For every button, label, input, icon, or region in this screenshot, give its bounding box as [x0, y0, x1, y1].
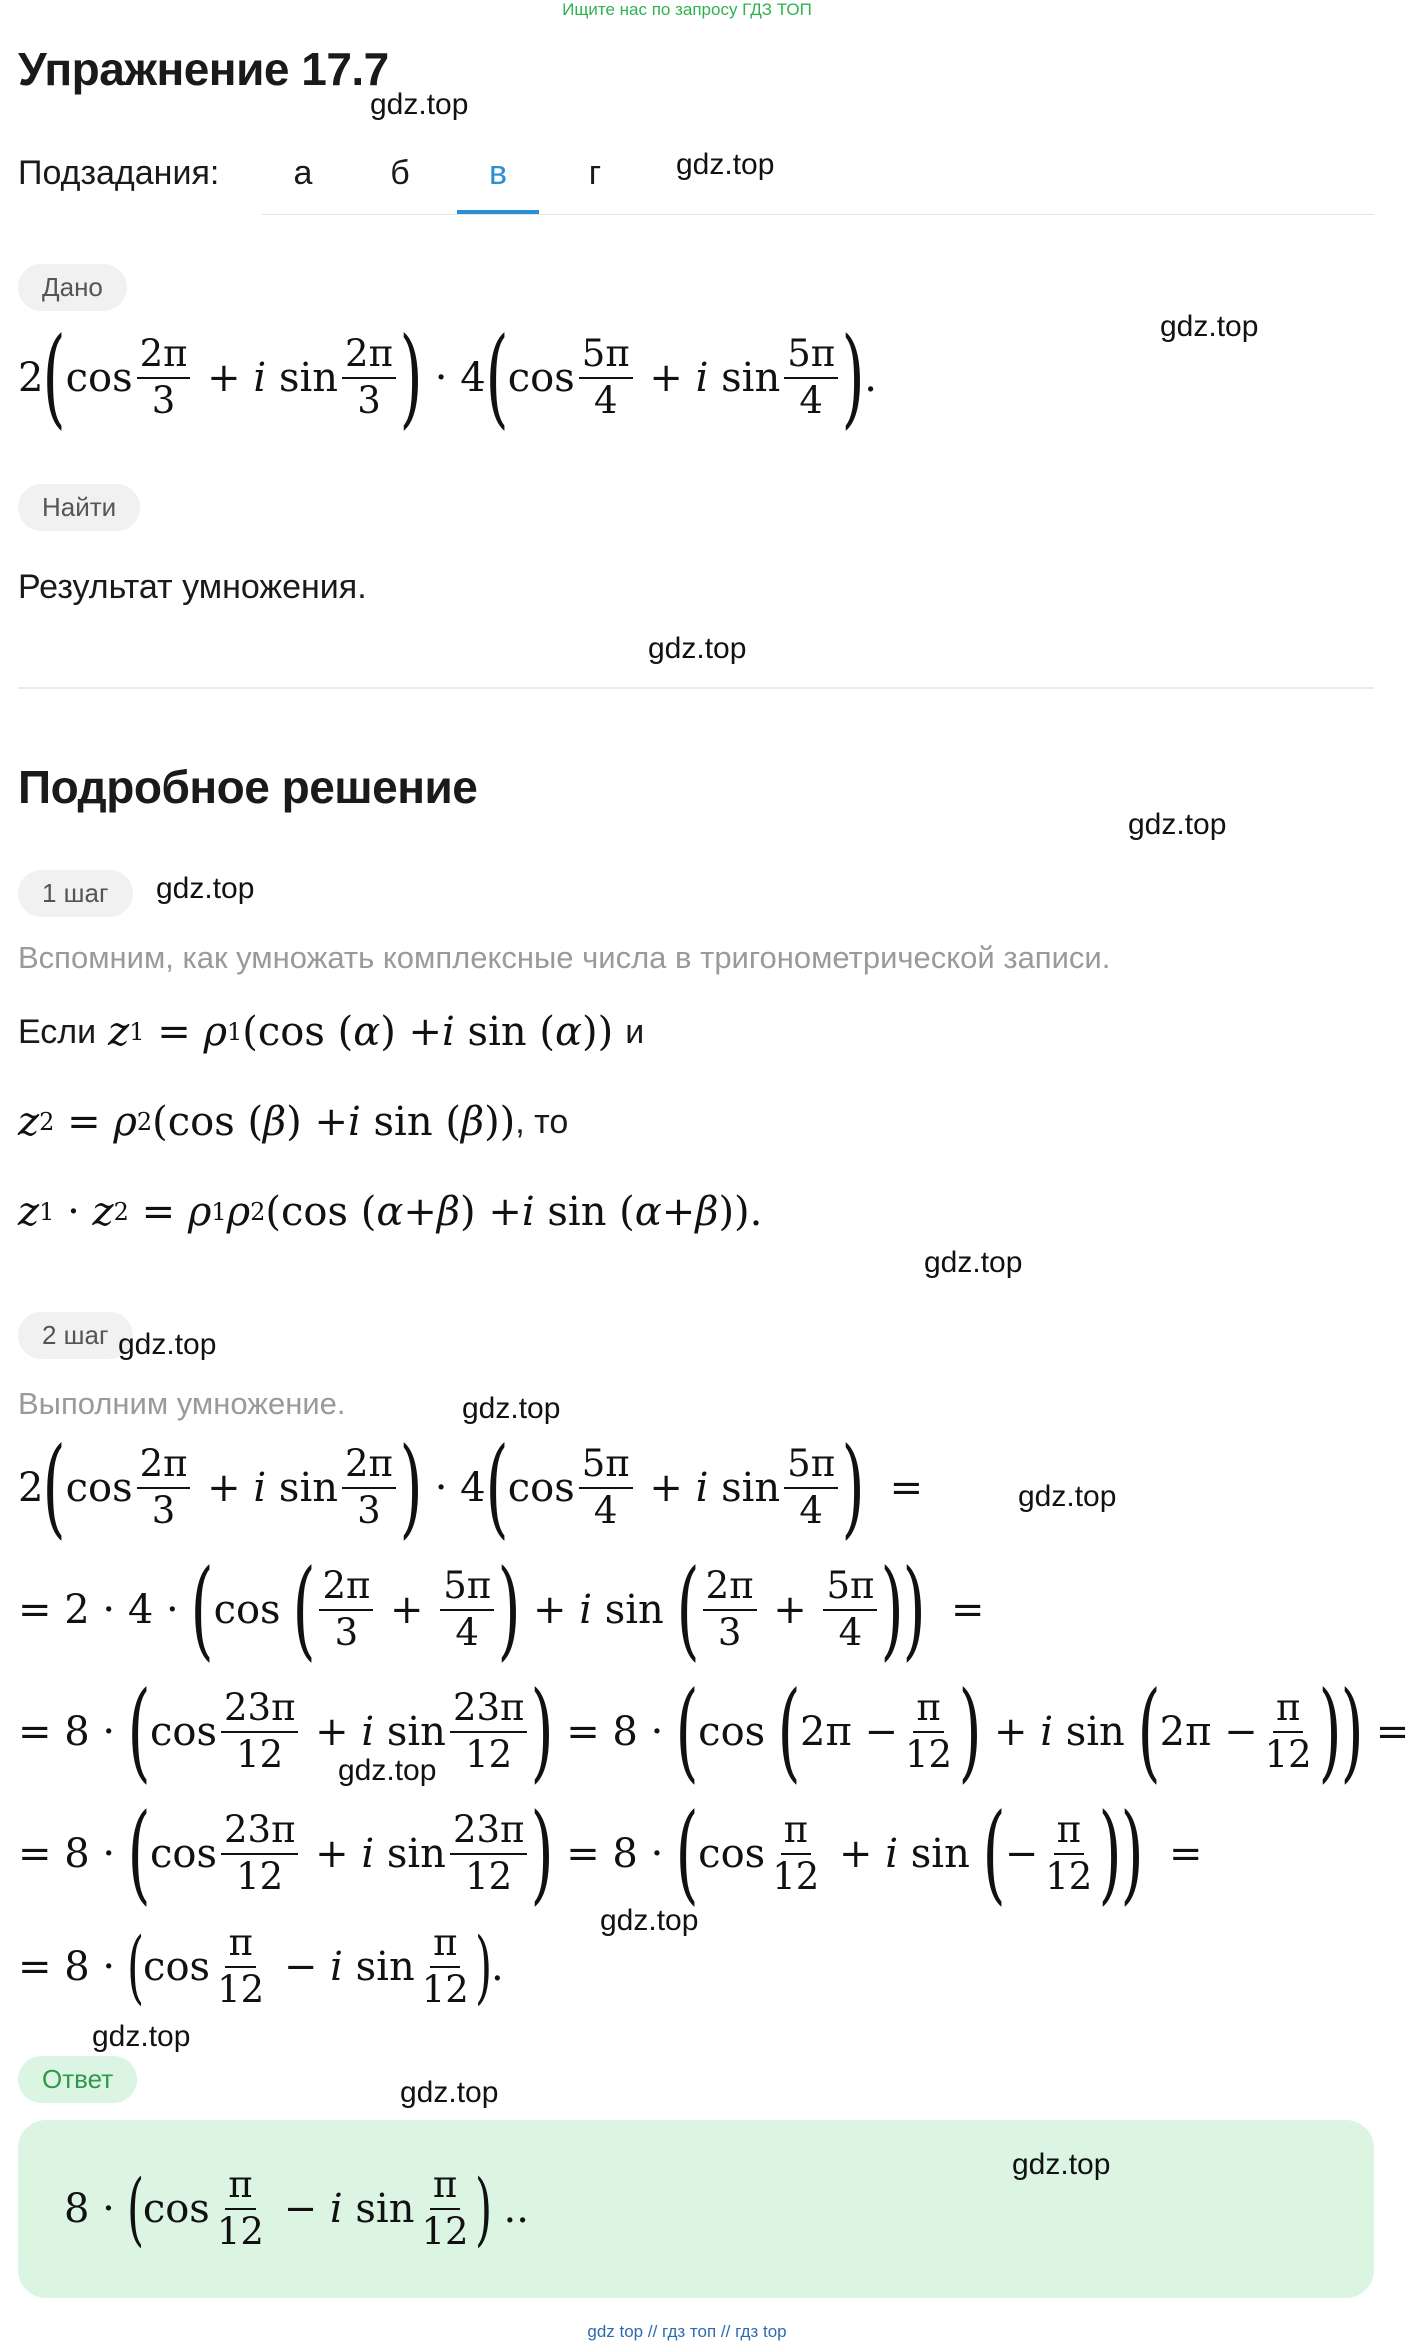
page-title: Упражнение 17.7: [18, 43, 389, 95]
calc-line-1: 2 ( cos $\frac{2\pi}{3}$ + i sin $\frac{2\pi}{3}$ ) · 4 ( cos $\frac{5\pi}{4}$ + i sin $\frac{5\pi}{4}$ ) =: [18, 1425, 924, 1550]
tab-g[interactable]: г: [588, 154, 602, 192]
watermark: gdz.top: [370, 88, 469, 121]
calc-line-5: = 8 · ( cos $\frac{\pi}{12}$ − i sin $\frac{\pi}{12}$ ) .: [18, 1920, 504, 2013]
watermark: gdz.top: [118, 1328, 217, 1361]
formula-line-2: z 2 = ρ 2 (cos ( β ) + i sin ( β )) , то: [18, 1099, 569, 1145]
section-divider: [18, 687, 1374, 689]
watermark: gdz.top: [462, 1392, 561, 1425]
subtasks-label: Подзадания:: [18, 154, 220, 192]
footer-link[interactable]: gdz top: [587, 2322, 644, 2341]
tab-b[interactable]: б: [390, 154, 410, 192]
calc-line-3: = 8 · ( cos $\frac{23\pi}{12}$ + i sin $\frac{23\pi}{12}$ ) = 8 · ( cos ( 2π − $\frac{\pi}{12}$ ) + i sin ( 2π − $\frac{\pi}{12}$ ) ) =: [18, 1669, 1409, 1794]
solution-title: Подробное решение: [18, 761, 478, 813]
given-badge: Дано: [18, 264, 127, 311]
watermark: gdz.top: [648, 632, 747, 665]
formula-line-1: Если z 1 = ρ 1 (cos ( α ) + i sin ( α )) и: [18, 1009, 645, 1055]
watermark: gdz.top: [600, 1904, 699, 1937]
watermark: gdz.top: [924, 1246, 1023, 1279]
find-text: Результат умножения.: [18, 568, 367, 606]
calc-line-2: = 2 · 4 · ( cos ( $\frac{2\pi}{3}$ + $\frac{5\pi}{4}$ ) + i sin ( $\frac{2\pi}{3}$ + $\frac{5\pi}{4}$ ) ) =: [18, 1547, 985, 1672]
watermark: gdz.top: [156, 872, 255, 905]
watermark: gdz.top: [400, 2076, 499, 2109]
given-expression: 2 ( cos $\frac{2\pi}{3}$ + i sin $\frac{2\pi}{3}$ ) · 4 ( cos $\frac{5\pi}{4}$ + i sin $\frac{5\pi}{4}$ ) .: [18, 315, 877, 440]
step-2-hint: Выполним умножение.: [18, 1386, 346, 1421]
tab-v[interactable]: в: [488, 154, 508, 192]
active-tab-indicator: [457, 210, 539, 214]
watermark: gdz.top: [1160, 310, 1259, 343]
footer-link[interactable]: гдз top: [735, 2322, 787, 2341]
watermark: gdz.top: [1012, 2148, 1111, 2181]
step-1-hint: Вспомним, как умножать комплексные числа в тригонометрической записи.: [18, 940, 1111, 975]
top-banner: Ищите нас по запросу ГДЗ ТОП: [562, 0, 812, 19]
step-2-badge: 2 шаг: [18, 1312, 133, 1359]
watermark: gdz.top: [92, 2020, 191, 2053]
footer: gdz top // гдз топ // гдз top: [587, 2322, 787, 2341]
tabs-divider: [262, 214, 1374, 215]
watermark: gdz.top: [1018, 1480, 1117, 1513]
watermark: gdz.top: [676, 148, 775, 181]
calc-line-4: = 8 · ( cos $\frac{23\pi}{12}$ + i sin $\frac{23\pi}{12}$ ) = 8 · ( cos $\frac{\pi}{12}$ + i sin ( − $\frac{\pi}{12}$ ) ) =: [18, 1791, 1203, 1916]
answer-badge: Ответ: [18, 2056, 137, 2103]
tab-a[interactable]: а: [293, 154, 313, 192]
answer-expression: 8 · ( cos $\frac{\pi}{12}$ − i sin $\frac{\pi}{12}$ ) ..: [64, 2162, 529, 2255]
footer-link[interactable]: гдз топ: [662, 2322, 717, 2341]
watermark: gdz.top: [338, 1754, 437, 1787]
formula-line-3: z 1 · z 2 = ρ 1 ρ 2 (cos ( α + β ) + i sin ( α + β )).: [18, 1189, 763, 1235]
find-badge: Найти: [18, 484, 140, 531]
step-1-badge: 1 шаг: [18, 870, 133, 917]
watermark: gdz.top: [1128, 808, 1227, 841]
